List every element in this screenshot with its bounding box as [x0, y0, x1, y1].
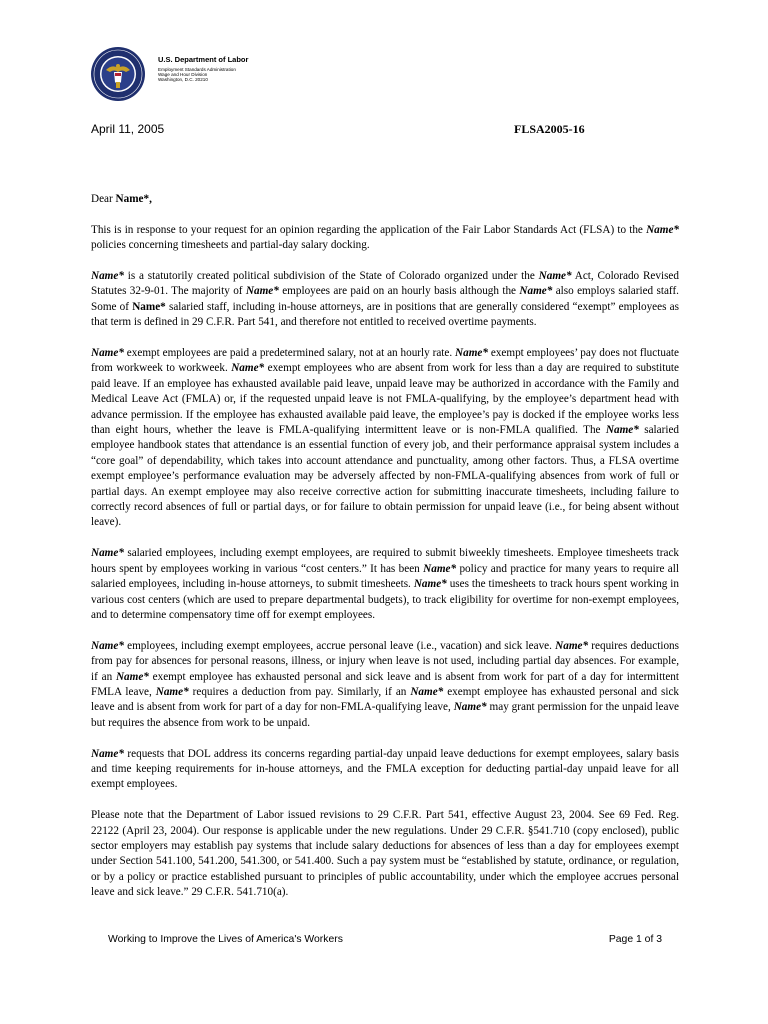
- dol-seal-icon: [90, 46, 146, 102]
- salutation-name: Name*,: [115, 193, 152, 205]
- agency-line: Wage and Hour Division: [158, 71, 208, 77]
- opinion-reference: FLSA2005-16: [514, 122, 585, 136]
- redacted-name: Name*: [132, 300, 166, 313]
- text-run: exempt employees are paid a predetermined salary, not at an hourly rate.: [123, 347, 456, 360]
- page-number: Page 1 of 3: [608, 934, 662, 945]
- text-run: salaried staff, including in-house attorneys, are in positions that are generally considered “exempt” employees as that term is defined in 29 C.F.R. Part 541, and therefore not entitled to received overtime payments.: [91, 300, 679, 329]
- text-run: Act, Colorado Revised Statutes 32-9-01. The majority of: [91, 270, 679, 298]
- redacted-name: Name*: [605, 424, 639, 437]
- body-paragraph: [91, 546, 679, 623]
- redacted-name: Name*: [231, 362, 265, 375]
- redacted-name: Name*: [91, 270, 124, 282]
- text-run: also employs salaried staff. Some of: [91, 285, 679, 313]
- salutation-prefix: Dear: [91, 193, 116, 205]
- text-run: employees, including exempt employees, accrue personal leave (i.e., vacation) and sick leave.: [123, 639, 556, 652]
- text-run: employees are paid on an hourly basis although the: [278, 285, 520, 298]
- letter-body: [91, 192, 679, 916]
- text-run: salaried employee handbook states that attendance is an essential function of every job, and their performance appraisal system includes a “core goal” of dependability, which takes into account attendance and punctuality, among other factors. Thus, a FLSA overtime exempt employee’s performance evaluation may be adversely affected by non-FMLA-qualifying absences from work of full or partial days. An exempt employee may also receive corrective action for submitting inaccurate timesheets, including failure to correctly record absences of full or partial days, or for failure to obtain permission for unpaid leave (i.e., for being absent without leave).: [91, 424, 679, 529]
- redacted-name: Name*: [91, 347, 124, 360]
- agency-line: Washington, D.C. 20210: [158, 77, 208, 83]
- redacted-name: Name*: [455, 347, 488, 360]
- text-run: requires deductions from pay for absences for personal reasons, illness, or injury when leave is not used, including partial day absences. For example, if an: [91, 639, 679, 683]
- body-paragraph: [91, 747, 679, 793]
- department-name: U.S. Department of Labor: [158, 55, 249, 64]
- text-run: may grant permission for the unpaid leave but requires the absence from work to be unpaid.: [91, 701, 679, 729]
- text-run: policy and practice for many years to require all salaried employees, including in-house attorneys, to submit timesheets.: [91, 562, 679, 591]
- text-run: policies concerning timesheets and partial-day salary docking.: [91, 239, 370, 252]
- body-paragraph: [91, 223, 679, 254]
- text-run: uses the timesheets to track hours spent working in various cost centers (which are used to prepare departmental budgets), to track eligibility for overtime for non-exempt employees, and to determine compensatory time off for exempt employees.: [91, 578, 679, 621]
- text-run: requests that DOL address its concerns regarding partial-day unpaid leave deductions for exempt employees, salary basis and time keeping requirements for in-house attorneys, and the FMLA exception for deducting partial-day unpaid leave for all exempt employees.: [91, 747, 679, 791]
- letterhead: [158, 56, 248, 82]
- redacted-name: Name*: [115, 670, 149, 683]
- text-run: exempt employee has exhausted personal and sick leave and is absent from work for part of a day for intermittent FMLA leave,: [91, 670, 679, 698]
- redacted-name: Name*: [91, 547, 124, 560]
- redacted-name: Name*: [91, 747, 124, 760]
- body-paragraph: [91, 346, 679, 531]
- redacted-name: Name*: [410, 685, 444, 698]
- salutation: [91, 192, 679, 207]
- redacted-name: Name*: [646, 223, 679, 236]
- text-run: is a statutorily created political subdivision of the State of Colorado organized under the: [123, 270, 539, 282]
- text-run: salaried employees, including exempt employees, are required to submit biweekly timesheets. Employee timesheets track hours spent by employees working in various “cost centers.” It has been: [91, 547, 679, 575]
- body-paragraph: [91, 639, 679, 731]
- text-run: exempt employees’ pay does not fluctuate from workweek to workweek.: [91, 347, 679, 375]
- redacted-name: Name*: [413, 578, 447, 591]
- text-run: Please note that the Department of Labor issued revisions to 29 C.F.R. Part 541, effective August 23, 2004. See 69 Fed. Reg. 22122 (April 23, 2004). Our response is applicable under the new regulations. Under 29 C.F.R. §541.710 (copy enclosed), public sector employers may establish pay systems that include salary deductions for absences of less than a day for employees exempt under Section 541.100, 541.200, 541.300, or 541.400. Such a pay system must be “established by statute, ordinance, or regulation, or by a policy or practice established pursuant to principles of public accountability, under which the employee accrues personal leave and sick leave.” 29 C.F.R. 541.710(a).: [91, 809, 679, 899]
- redacted-name: Name*: [538, 270, 572, 282]
- redacted-name: Name*: [519, 285, 553, 298]
- text-run: requires a deduction from pay. Similarly, if an: [188, 685, 411, 698]
- redacted-name: Name*: [555, 639, 589, 652]
- footer-motto: Working to Improve the Lives of America's Workers: [108, 934, 343, 945]
- body-paragraph: [91, 808, 679, 900]
- body-paragraph: [91, 269, 679, 331]
- text-run: exempt employee has exhausted personal and sick leave and is absent from work for part of a day for non-FMLA-qualifying leave,: [91, 685, 679, 714]
- paragraphs: [91, 223, 679, 901]
- agency-line: Employment Standards Administration: [158, 66, 236, 72]
- redacted-name: Name*: [423, 562, 457, 575]
- redacted-name: Name*: [91, 639, 124, 652]
- redacted-name: Name*: [155, 685, 189, 698]
- redacted-name: Name*: [453, 701, 487, 714]
- text-run: This is in response to your request for an opinion regarding the application of the Fair Labor Standards Act (FLSA) to the: [91, 223, 647, 236]
- letter-date: April 11, 2005: [91, 122, 165, 136]
- redacted-name: Name*: [245, 285, 279, 298]
- text-run: exempt employees who are absent from work for less than a day are required to substitute paid leave. If an employee has exhausted available paid leave, unpaid leave may be authorized in accordance with the Family and Medical Leave Act (FMLA) or, if the requested unpaid leave is not FMLA-qualifying, by the employee’s department head with advance permission. If the employee has exhausted available paid leave, the employee’s pay is docked if the employee works less than eight hours, whether the leave is FMLA-qualifying intermittent leave or is non-FMLA qualified. The: [91, 362, 679, 437]
